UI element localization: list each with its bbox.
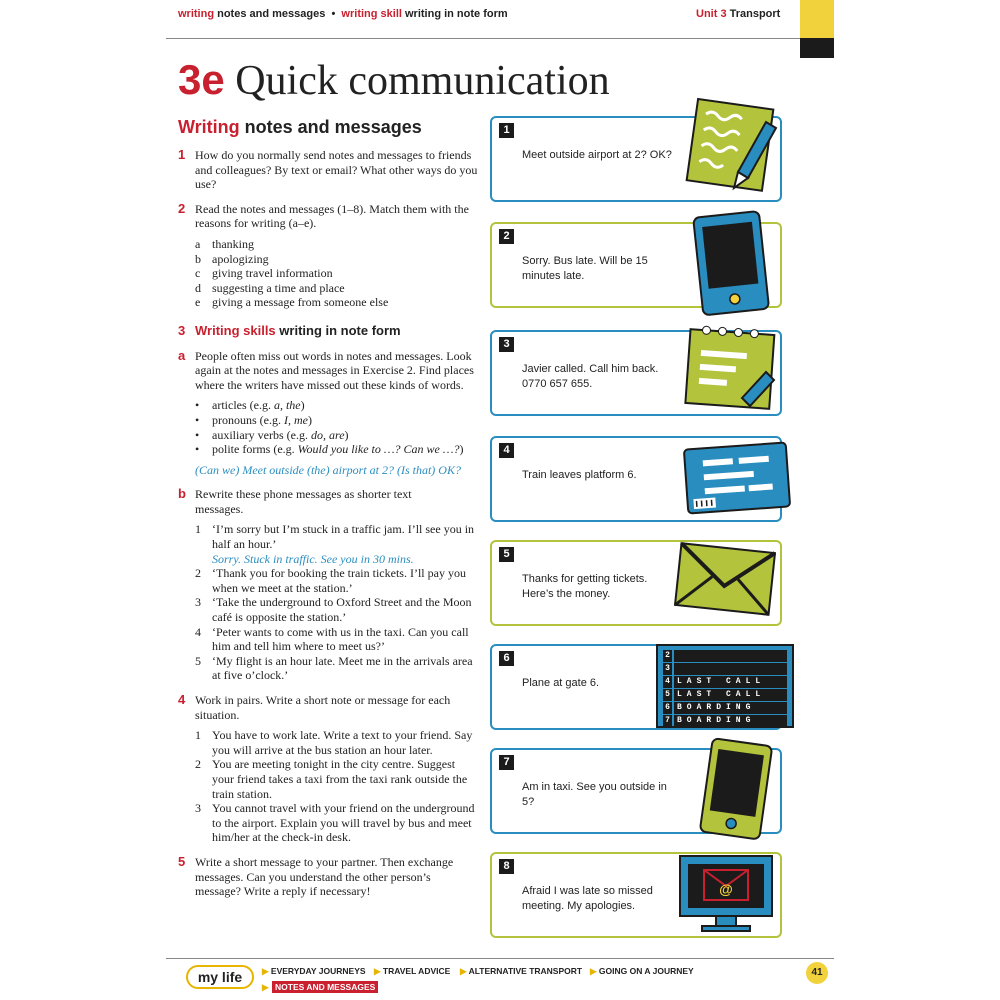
option-c: c giving travel information [195, 266, 333, 281]
situation-2: 2 You are meeting tonight in the city centre. Suggest your friend takes a taxi from the taxi rank outside the train station. [195, 757, 468, 801]
arrow-right-icon: ▶ [262, 982, 269, 992]
departure-board-icon [656, 644, 794, 728]
card-message: Thanks for getting tickets. Here’s the money. [522, 573, 648, 600]
exercise-number: 1 [178, 147, 186, 162]
skills-key: Writing skills [195, 322, 276, 338]
message-3: 3 ‘Take the underground to Oxford Street and the Moon café is opposite the station.’ [195, 595, 472, 625]
email-monitor-icon [676, 852, 776, 934]
sub-exercise-label: b [178, 486, 186, 502]
exercise-5 [178, 855, 478, 899]
exercise-2 [178, 202, 478, 310]
section-heading-rest: notes and messages [239, 117, 422, 137]
card-message: Train leaves platform 6. [522, 469, 637, 481]
smartphone-icon [696, 736, 778, 842]
my-life-badge: my life [186, 965, 254, 989]
option-e: e giving a message from someone else [195, 295, 389, 310]
lesson-title: Quick communication [224, 58, 610, 104]
header-key-writing-skill: writing skill [341, 8, 402, 20]
exercise-text: How do you normally send notes and messages to friends and colleagues? By text or email? What other ways do you use? [195, 148, 478, 192]
situation-1: 1 You have to work late. Write a text to your friend. Say you will arrive at the bus station an hour later. [195, 728, 473, 757]
exercise-number: 2 [178, 200, 186, 216]
bullet-auxiliary: • auxiliary verbs (e.g. do, are) [195, 427, 349, 442]
footer-nav-travel-advice[interactable]: ▶ TRAVEL ADVICE [374, 966, 451, 976]
exercise-3b [178, 487, 478, 683]
footer-rule [166, 958, 834, 959]
board-row: 5 LAST CALL [663, 689, 787, 701]
card-number: 8 [499, 859, 514, 874]
exercise-1 [178, 148, 478, 192]
card-message: Sorry. Bus late. Will be 15 minutes late. [522, 255, 648, 282]
running-header [178, 8, 508, 20]
board-row: 4 LAST CALL [663, 676, 787, 688]
section-heading-key: Writing [178, 117, 240, 137]
footer-nav-notes-and-messages[interactable]: NOTES AND MESSAGES [272, 981, 378, 993]
page-number: 41 [806, 962, 828, 984]
arrow-right-icon: ▶ [374, 966, 381, 976]
exercise-3a [178, 349, 478, 478]
skills-rest: writing in note form [275, 322, 401, 338]
card-number: 3 [499, 337, 514, 352]
lesson-number: 3e [178, 56, 225, 103]
message-4: 4 ‘Peter wants to come with us in the taxi. Can you call him and tell him where to meet us?’ [195, 624, 469, 654]
arrow-right-icon: ▶ [262, 966, 269, 976]
notepad-pen-icon [682, 96, 780, 194]
card-message: Plane at gate 6. [522, 677, 600, 689]
header-text-note-form: writing in note form [401, 8, 508, 20]
message-2: 2 ‘Thank you for booking the train tickets. I’ll pay you when we meet at the station.’ [195, 566, 466, 595]
footer-nav-active-arrow [262, 982, 269, 993]
exercise-text: People often miss out words in notes and messages. Look again at the notes and messages in Exercise 2. Find places where the writers have missed out these kinds of words. [195, 348, 474, 392]
exercise-column [178, 116, 478, 909]
bullet-polite: • polite forms (e.g. Would you like to …? Can we …?) [195, 442, 464, 457]
card-number: 2 [499, 229, 514, 244]
card-message: Am in taxi. See you outside in 5? [522, 781, 667, 808]
arrow-right-icon: ▶ [590, 966, 597, 976]
situation-3: 3 You cannot travel with your friend on the underground to the airport. Explain you will travel by bus and meet him/her at the check-in desk. [195, 801, 475, 845]
unit-title: Transport [726, 8, 781, 20]
exercise-text: Read the notes and messages (1–8). Match them with the reasons for writing (a–e). [195, 201, 469, 231]
tablet-icon [690, 208, 776, 316]
board-row: 3 [663, 663, 787, 675]
example-answer: (Can we) Meet outside (the) airport at 2? (Is that) OK? [195, 462, 461, 477]
header-rule [166, 38, 834, 39]
header-bullet: • [325, 8, 342, 20]
envelope-icon [670, 540, 780, 618]
page-title [178, 56, 610, 105]
example-answer: Sorry. Stuck in traffic. See you in 30 mins. [212, 551, 414, 566]
card-message: Meet outside airport at 2? OK? [522, 149, 672, 161]
message-5: 5 ‘My flight is an hour late. Meet me in the arrivals area at five o’clock.’ [195, 653, 473, 683]
sub-exercise-label: a [178, 347, 186, 363]
exercise-number: 4 [178, 692, 186, 707]
footer-nav-everyday-journeys[interactable]: ▶ EVERYDAY JOURNEYS [262, 966, 366, 976]
exercise-4 [178, 693, 478, 845]
board-row: 2 [663, 650, 787, 662]
arrow-right-icon: ▶ [460, 966, 467, 976]
card-number: 7 [499, 755, 514, 770]
exercise-number: 5 [178, 853, 186, 869]
footer-nav-alternative-transport[interactable]: ▶ ALTERNATIVE TRANSPORT [460, 966, 583, 976]
section-heading [178, 116, 478, 138]
board-row: 6 BOARDING [663, 702, 787, 714]
exercise-text: Work in pairs. Write a short note or message for each situation. [195, 693, 451, 722]
bullet-pronouns: • pronouns (e.g. I, me) [195, 412, 312, 427]
card-number: 4 [499, 443, 514, 458]
exercise-3-heading [178, 324, 478, 339]
bullet-articles: • articles (e.g. a, the) [195, 398, 305, 413]
card-number: 5 [499, 547, 514, 562]
unit-number: Unit 3 [696, 8, 727, 20]
train-ticket-icon [680, 436, 794, 520]
card-number: 6 [499, 651, 514, 666]
option-a: a thanking [195, 236, 254, 251]
board-row: 7 BOARDING [663, 715, 787, 727]
card-number: 1 [499, 123, 514, 138]
message-1: 1 ‘I’m sorry but I’m stuck in a traffic jam. I’ll see you in half an hour.’ Sorry. Stuck in traffic. See you in 30 mins. [195, 522, 475, 566]
option-b: b apologizing [195, 251, 269, 266]
card-message: Afraid I was late so missed meeting. My apologies. [522, 885, 653, 912]
svg-text:@: @ [719, 881, 733, 897]
exercise-number: 3 [178, 322, 186, 338]
exercise-text: Write a short message to your partner. Then exchange messages. Can you understand the other person’s message? Write a reply if necessary! [195, 854, 454, 899]
option-d: d suggesting a time and place [195, 280, 345, 295]
page-edge-tab [800, 0, 834, 58]
header-text-notes: notes and messages [214, 8, 326, 20]
spiral-notepad-icon [680, 322, 780, 412]
unit-label [696, 8, 780, 20]
card-message: Javier called. Call him back. 0770 657 655. [522, 363, 659, 390]
footer-nav-going-on-a-journey[interactable]: ▶ GOING ON A JOURNEY [590, 966, 694, 976]
exercise-text: Rewrite these phone messages as shorter text messages. [195, 487, 412, 516]
header-key-writing: writing [178, 8, 215, 20]
